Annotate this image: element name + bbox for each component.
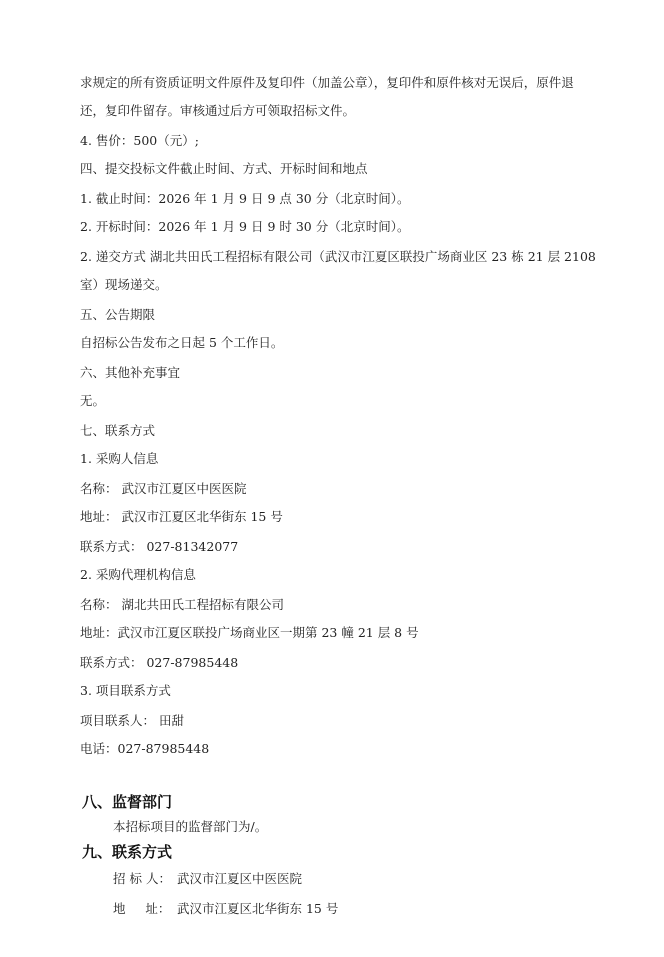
price-line: 4. 售价：500（元）;: [80, 133, 199, 148]
section-4-title: 四、提交投标文件截止时间、方式、开标时间和地点: [80, 161, 368, 176]
agency-phone: 联系方式： 027-87985448: [80, 655, 239, 670]
purchaser-name: 名称： 武汉市江夏区中医医院: [80, 481, 247, 496]
agency-address: 地址：武汉市江夏区联投广场商业区一期第 23 幢 21 层 8 号: [80, 625, 419, 640]
project-contact-title: 3. 项目联系方式: [80, 683, 171, 698]
text-line: 还，复印件留存。审核通过后方可领取招标文件。: [80, 103, 356, 118]
submission-line: 2. 递交方式 湖北共田氏工程招标有限公司（武汉市江夏区联投广场商业区 23 栋 21 层 2108: [80, 249, 596, 264]
project-contact-person: 项目联系人： 田甜: [80, 713, 184, 728]
text-line: 无。: [80, 393, 106, 408]
tenderer-row: [113, 871, 302, 887]
supervision-text: 本招标项目的监督部门为/。: [113, 819, 268, 834]
address-value: 武汉市江夏区北华街东 15 号: [177, 901, 339, 916]
agency-info-title: 2. 采购代理机构信息: [80, 567, 196, 582]
section-6-title: 六、其他补充事宜: [80, 365, 181, 380]
section-9-heading: 九、联系方式: [82, 843, 173, 861]
purchaser-phone: 联系方式： 027-81342077: [80, 539, 239, 554]
agency-name: 名称： 湖北共田氏工程招标有限公司: [80, 597, 284, 612]
tenderer-value: 武汉市江夏区中医医院: [177, 871, 303, 886]
text-line: 求规定的所有资质证明文件原件及复印件（加盖公章），复印件和原件核对无误后，原件退: [80, 75, 574, 90]
address-row: [113, 901, 338, 917]
purchaser-info-title: 1. 采购人信息: [80, 451, 159, 466]
announcement-period: 自招标公告发布之日起 5 个工作日。: [80, 335, 284, 350]
address-label: 地 址：: [113, 901, 171, 916]
section-7-title: 七、联系方式: [80, 423, 156, 438]
section-5-title: 五、公告期限: [80, 307, 156, 322]
project-contact-phone: 电话：027-87985448: [80, 741, 210, 756]
text-line: 室）现场递交。: [80, 277, 168, 292]
deadline-line: 1. 截止时间：2026 年 1 月 9 日 9 点 30 分（北京时间）。: [80, 191, 410, 206]
section-8-heading: 八、监督部门: [82, 793, 173, 811]
purchaser-address: 地址： 武汉市江夏区北华街东 15 号: [80, 509, 283, 524]
opening-time-line: 2. 开标时间：2026 年 1 月 9 日 9 时 30 分（北京时间）。: [80, 219, 410, 234]
tenderer-label: 招 标 人：: [113, 871, 171, 886]
